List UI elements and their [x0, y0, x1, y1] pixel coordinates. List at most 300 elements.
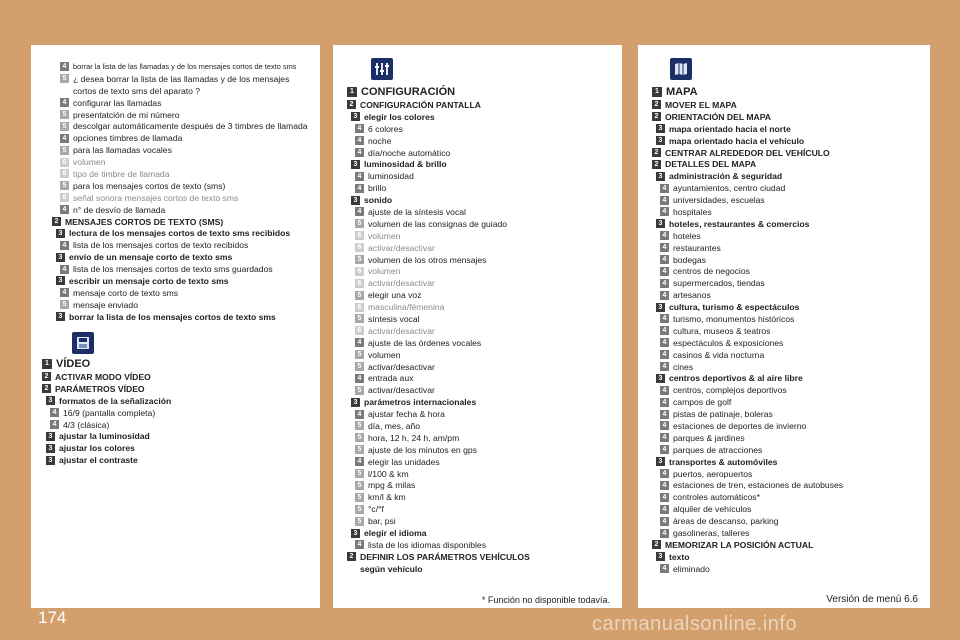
level-badge: 6: [355, 243, 364, 252]
map-icon: [670, 58, 692, 80]
level-badge: 5: [355, 445, 364, 454]
level-badge: 4: [355, 124, 364, 133]
menu-item: [652, 111, 930, 123]
menu-item: [652, 313, 930, 325]
menu-item: [347, 277, 622, 289]
menu-item-label: MENSAJES CORTOS DE TEXTO (SMS): [65, 216, 224, 227]
level-badge: 3: [46, 456, 55, 465]
page-number: 174: [38, 608, 67, 627]
menu-item-label: hoteles, restaurantes & comercios: [669, 218, 810, 229]
level-badge: 3: [351, 160, 360, 169]
menu-item: [652, 396, 930, 408]
menu-item: [347, 206, 622, 218]
level-badge: 6: [355, 279, 364, 288]
video-menu-list: [42, 356, 320, 466]
menu-item: [347, 432, 622, 444]
level-badge: 4: [660, 196, 669, 205]
menu-item: [652, 408, 930, 420]
menu-item-label: hoteles: [673, 230, 701, 241]
menu-item-label: transportes & automóviles: [669, 456, 778, 467]
level-badge: 6: [355, 326, 364, 335]
menu-item: [652, 563, 930, 575]
level-badge: 1: [347, 87, 357, 97]
level-badge: 3: [656, 457, 665, 466]
level-badge: 4: [660, 433, 669, 442]
level-badge: 5: [355, 219, 364, 228]
menu-item-label: MOVER EL MAPA: [665, 99, 737, 110]
menu-item: [52, 97, 320, 109]
menu-item: [347, 563, 622, 575]
level-badge: 2: [347, 100, 356, 109]
level-badge: 2: [347, 552, 356, 561]
menu-item-label: volumen: [368, 349, 401, 360]
level-badge: 3: [351, 398, 360, 407]
menu-item: [347, 325, 622, 337]
menu-item: [42, 442, 320, 454]
menu-item: [52, 299, 320, 311]
menu-item-label: centros deportivos & al aire libre: [669, 373, 803, 384]
menu-item: [347, 218, 622, 230]
level-badge: 5: [355, 469, 364, 478]
menu-item: [652, 230, 930, 242]
menu-item-label: lista de los mensajes cortos de texto recibidos: [73, 240, 249, 251]
level-badge: 3: [656, 136, 665, 145]
menu-item: [652, 349, 930, 361]
menu-item: [42, 356, 320, 371]
menu-item-label: ¿ desea borrar la lista de las llamadas y de los mensajes: [73, 73, 290, 84]
menu-item: [347, 265, 622, 277]
menu-item-label: lista de los idiomas disponibles: [368, 539, 486, 550]
level-badge: 3: [656, 219, 665, 228]
menu-item: [347, 444, 622, 456]
level-badge: 4: [60, 288, 69, 297]
level-badge: 2: [652, 148, 661, 157]
menu-item-label: noche: [368, 135, 392, 146]
menu-column-map: [638, 45, 930, 608]
menu-item: [347, 289, 622, 301]
level-badge: 4: [660, 493, 669, 502]
menu-item: [347, 349, 622, 361]
menu-item-label: elegir los colores: [364, 111, 435, 122]
menu-item-label: ajustar la luminosidad: [59, 431, 150, 442]
level-badge: 4: [660, 267, 669, 276]
menu-item-label: cultura, turismo & espectáculos: [669, 302, 800, 313]
menu-item: [652, 384, 930, 396]
level-badge: 3: [656, 374, 665, 383]
menu-item: [42, 383, 320, 395]
menu-item: [52, 227, 320, 239]
menu-item-label: cines: [673, 361, 694, 372]
menu-item: [652, 135, 930, 147]
level-badge: 5: [355, 314, 364, 323]
menu-item: [652, 539, 930, 551]
menu-item-label: configurar las llamadas: [73, 97, 162, 108]
menu-item-label: cortos de texto sms del aparato ?: [73, 85, 201, 96]
menu-item-label: ajuste de la síntesis vocal: [368, 206, 466, 217]
menu-item: [347, 372, 622, 384]
level-badge: 2: [42, 372, 51, 381]
menu-item-label: casinos & vida nocturna: [673, 349, 765, 360]
level-badge: 4: [660, 362, 669, 371]
menu-item: [652, 468, 930, 480]
menu-item-label: señal sonora mensajes cortos de texto sms: [73, 192, 239, 203]
level-badge: 5: [355, 505, 364, 514]
menu-item-label: MAPA: [666, 85, 698, 98]
menu-item: [652, 218, 930, 230]
menu-item: [42, 407, 320, 419]
level-badge: 4: [355, 374, 364, 383]
menu-item: [652, 503, 930, 515]
level-badge: 4: [660, 398, 669, 407]
menu-item: [347, 254, 622, 266]
menu-item-label: campos de golf: [673, 397, 732, 408]
menu-item: [52, 287, 320, 299]
level-badge: 5: [355, 362, 364, 371]
menu-item: [52, 263, 320, 275]
menu-item-label: sonido: [364, 195, 393, 206]
menu-item-label: PARÁMETROS VÍDEO: [55, 383, 145, 394]
menu-item-label: volumen de los otros mensajes: [368, 254, 487, 265]
level-badge: 4: [660, 469, 669, 478]
level-badge: 4: [355, 410, 364, 419]
menu-item-label: CENTRAR ALREDEDOR DEL VEHÍCULO: [665, 147, 830, 158]
menu-item: [52, 156, 320, 168]
menu-item-label: volumen: [73, 157, 106, 168]
level-badge: 4: [660, 410, 669, 419]
level-badge: 4: [660, 291, 669, 300]
level-badge: 5: [60, 74, 69, 83]
menu-item: [652, 265, 930, 277]
menu-column-configuration: [333, 45, 622, 608]
menu-item: [347, 99, 622, 111]
level-badge: 3: [351, 529, 360, 538]
level-badge: 1: [652, 87, 662, 97]
menu-item-label: estaciones de deportes de invierno: [673, 420, 807, 431]
level-badge: 2: [652, 112, 661, 121]
menu-item-label: ACTIVAR MODO VÍDEO: [55, 371, 151, 382]
menu-item: [652, 444, 930, 456]
menu-item-label: espectáculos & exposiciones: [673, 337, 784, 348]
menu-item-label: l/100 & km: [368, 468, 409, 479]
level-badge: 4: [660, 231, 669, 240]
level-badge: 4: [660, 279, 669, 288]
menu-item-label: controles automáticos*: [673, 492, 760, 503]
menu-item-label: día/noche automático: [368, 147, 451, 158]
menu-item: [52, 120, 320, 132]
menu-item: [52, 192, 320, 204]
menu-item-label: mapa orientado hacia el norte: [669, 123, 791, 134]
level-badge: 5: [355, 517, 364, 526]
menu-item: [347, 135, 622, 147]
menu-item-label: volumen de las consignas de guiado: [368, 218, 508, 229]
menu-item: [347, 480, 622, 492]
menu-item: [652, 194, 930, 206]
level-badge: 4: [355, 338, 364, 347]
menu-item: [347, 420, 622, 432]
menu-item-label: cultura, museos & teatros: [673, 325, 771, 336]
menu-item-label: parques & jardines: [673, 432, 745, 443]
menu-item-label: áreas de descanso, parking: [673, 516, 779, 527]
menu-item-label: administración & seguridad: [669, 171, 783, 182]
level-badge: 3: [46, 432, 55, 441]
level-badge: 4: [660, 529, 669, 538]
menu-item: [347, 182, 622, 194]
level-badge: 5: [355, 291, 364, 300]
level-badge: 4: [355, 148, 364, 157]
menu-item-label: borrar la lista de los mensajes cortos de texto sms: [69, 311, 276, 322]
menu-item-label: mensaje corto de texto sms: [73, 287, 179, 298]
menu-item-label: para los mensajes cortos de texto (sms): [73, 180, 226, 191]
level-badge: 6: [355, 231, 364, 240]
menu-item: [347, 396, 622, 408]
level-badge: 3: [56, 276, 65, 285]
level-badge: 6: [60, 169, 69, 178]
menu-item-label: restaurantes: [673, 242, 721, 253]
menu-item-label: artesanos: [673, 290, 711, 301]
menu-item: [347, 230, 622, 242]
menu-column-phone-video: [31, 45, 320, 608]
level-badge: 4: [660, 517, 669, 526]
menu-item: [652, 277, 930, 289]
menu-item: [652, 99, 930, 111]
level-badge: 4: [355, 172, 364, 181]
level-badge: 5: [355, 433, 364, 442]
menu-item-label: centros, complejos deportivos: [673, 385, 787, 396]
menu-item: [347, 123, 622, 135]
level-badge: 5: [355, 493, 364, 502]
level-badge: 3: [656, 124, 665, 133]
menu-item-label: universidades, escuelas: [673, 195, 765, 206]
menu-item: [347, 84, 622, 99]
menu-item-label: según vehículo: [360, 563, 423, 574]
menu-item-label: parámetros internacionales: [364, 397, 477, 408]
menu-item-label: centros de negocios: [673, 266, 750, 277]
menu-item: [42, 419, 320, 431]
menu-item-label: 16/9 (pantalla completa): [63, 407, 156, 418]
menu-item-label: escribir un mensaje corto de texto sms: [69, 275, 229, 286]
menu-item-label: elegir una voz: [368, 290, 422, 301]
menu-item-label: km/l & km: [368, 492, 406, 503]
menu-item-label: lectura de los mensajes cortos de texto sms recibidos: [69, 228, 291, 239]
level-badge: 4: [60, 241, 69, 250]
menu-item: [347, 515, 622, 527]
video-settings-icon: [72, 332, 94, 354]
level-badge: 6: [355, 267, 364, 276]
menu-item: [652, 432, 930, 444]
menu-item-label: descolgar automáticamente después de 3 timbres de llamada: [73, 121, 308, 132]
level-badge: 1: [42, 359, 52, 369]
menu-item: [347, 158, 622, 170]
level-badge: 4: [50, 420, 59, 429]
level-badge: 4: [660, 207, 669, 216]
menu-item-label: ayuntamientos, centro ciudad: [673, 183, 786, 194]
menu-item: [347, 539, 622, 551]
menu-item: [52, 132, 320, 144]
level-badge: 4: [660, 326, 669, 335]
level-badge: 5: [355, 386, 364, 395]
menu-item-label: supermercados, tiendas: [673, 278, 765, 289]
menu-item: [347, 468, 622, 480]
menu-item-label: MEMORIZAR LA POSICIÓN ACTUAL: [665, 539, 814, 550]
menu-item: [52, 85, 320, 97]
menu-item-label: estaciones de tren, estaciones de autobuses: [673, 480, 844, 491]
menu-item-label: día, mes, año: [368, 420, 421, 431]
menu-item-label: borrar la lista de las llamadas y de los mensajes cortos de texto sms: [73, 62, 297, 72]
menu-item-label: ajuste de los minutos en gps: [368, 444, 477, 455]
level-badge: 3: [656, 303, 665, 312]
menu-item: [652, 361, 930, 373]
menu-item-label: parques de atracciones: [673, 444, 763, 455]
menu-item-label: n° de desvío de llamada: [73, 204, 166, 215]
menu-item: [42, 454, 320, 466]
menu-item: [652, 527, 930, 539]
level-badge: 5: [355, 350, 364, 359]
level-badge: 2: [52, 217, 61, 226]
level-badge: 5: [355, 481, 364, 490]
menu-item: [652, 372, 930, 384]
menu-item-label: síntesis vocal: [368, 313, 420, 324]
sms-menu-list: [52, 61, 320, 323]
menu-item: [652, 337, 930, 349]
menu-item-label: mapa orientado hacia el vehículo: [669, 135, 805, 146]
menu-item-label: bar, psi: [368, 516, 396, 527]
menu-item-label: texto: [669, 551, 690, 562]
level-badge: 4: [660, 564, 669, 573]
menu-item: [347, 147, 622, 159]
menu-item: [52, 61, 320, 73]
level-badge: 4: [660, 314, 669, 323]
menu-item-label: envío de un mensaje corto de texto sms: [69, 252, 233, 263]
menu-item-label: luminosidad: [368, 171, 414, 182]
menu-item-label: activar/desactivar: [368, 361, 435, 372]
level-badge: 6: [60, 193, 69, 202]
version-label: Versión de menú 6.6: [638, 592, 930, 608]
menu-item: [652, 551, 930, 563]
menu-item: [347, 503, 622, 515]
level-badge: 3: [656, 172, 665, 181]
menu-item-label: bodegas: [673, 254, 706, 265]
menu-item-label: CONFIGURACIÓN: [361, 85, 456, 98]
menu-item: [652, 123, 930, 135]
menu-item: [52, 109, 320, 121]
menu-item-label: VÍDEO: [56, 357, 91, 370]
menu-item-label: turismo, monumentos históricos: [673, 313, 795, 324]
menu-item: [652, 480, 930, 492]
menu-item: [652, 456, 930, 468]
menu-item: [652, 420, 930, 432]
level-badge: 4: [355, 184, 364, 193]
level-badge: 4: [60, 134, 69, 143]
menu-item-label: pistas de patinaje, boleras: [673, 409, 773, 420]
level-badge: 3: [56, 229, 65, 238]
menu-item: [652, 301, 930, 313]
menu-item: [347, 242, 622, 254]
menu-item: [347, 408, 622, 420]
menu-item: [42, 371, 320, 383]
menu-item-label: puertos, aeropuertos: [673, 468, 753, 479]
menu-item: [52, 168, 320, 180]
level-badge: 5: [60, 300, 69, 309]
menu-item-label: activar/desactivar: [368, 242, 435, 253]
level-badge: 2: [42, 384, 51, 393]
menu-item: [52, 311, 320, 323]
level-badge: 3: [656, 552, 665, 561]
level-badge: 4: [355, 207, 364, 216]
level-badge: 3: [351, 196, 360, 205]
menu-item-label: gasolineras, talleres: [673, 528, 750, 538]
watermark: carmanualsonline.info: [592, 613, 798, 635]
menu-item-label: ORIENTACIÓN DEL MAPA: [665, 111, 771, 122]
menu-item-label: formatos de la señalización: [59, 395, 172, 406]
menu-item: [42, 395, 320, 407]
menu-item-label: brillo: [368, 183, 387, 194]
level-badge: 2: [652, 100, 661, 109]
configuration-menu-list: [347, 84, 622, 575]
menu-item: [347, 194, 622, 206]
level-badge: 4: [355, 540, 364, 549]
level-badge: 4: [660, 421, 669, 430]
menu-item: [652, 325, 930, 337]
menu-item: [52, 216, 320, 228]
menu-item: [652, 158, 930, 170]
menu-item: [652, 206, 930, 218]
menu-item: [652, 84, 930, 99]
level-badge: 3: [351, 112, 360, 121]
menu-item: [347, 111, 622, 123]
menu-item-label: DETALLES DEL MAPA: [665, 159, 757, 170]
level-badge: 4: [660, 505, 669, 514]
level-badge: 4: [60, 62, 69, 71]
menu-item-label: opciones timbres de llamada: [73, 133, 183, 144]
menu-item: [347, 527, 622, 539]
level-badge: 4: [60, 205, 69, 214]
level-badge: 4: [660, 255, 669, 264]
level-badge: 5: [60, 122, 69, 131]
menu-item: [347, 491, 622, 503]
menu-item: [652, 182, 930, 194]
level-badge: 5: [60, 181, 69, 190]
menu-item: [52, 251, 320, 263]
menu-item-label: lista de los mensajes cortos de texto sms guardados: [73, 264, 273, 275]
level-badge: 4: [660, 338, 669, 347]
level-badge: 5: [355, 421, 364, 430]
level-badge: 4: [660, 481, 669, 490]
menu-item-label: 4/3 (clásica): [63, 419, 110, 430]
menu-item-label: ajustar fecha & hora: [368, 409, 445, 420]
level-badge: 4: [660, 350, 669, 359]
menu-item: [52, 73, 320, 85]
menu-item: [52, 239, 320, 251]
level-badge: 2: [652, 540, 661, 549]
level-badge: 4: [660, 445, 669, 454]
level-badge: 5: [60, 146, 69, 155]
level-badge: 5: [355, 255, 364, 264]
level-badge: 4: [355, 136, 364, 145]
menu-item-label: 6 colores: [368, 123, 403, 134]
menu-item-label: masculina/fémenina: [368, 302, 445, 313]
menu-item-label: tipo de timbre de llamada: [73, 168, 170, 179]
level-badge: 3: [56, 312, 65, 321]
configuration-icon: [371, 58, 393, 80]
menu-item: [652, 242, 930, 254]
level-badge: 2: [652, 160, 661, 169]
menu-item-label: activar/desactivar: [368, 325, 435, 336]
menu-item: [652, 515, 930, 527]
level-badge: 4: [355, 457, 364, 466]
menu-item: [347, 170, 622, 182]
menu-item-label: elegir las unidades: [368, 456, 440, 467]
level-badge: 6: [355, 303, 364, 312]
